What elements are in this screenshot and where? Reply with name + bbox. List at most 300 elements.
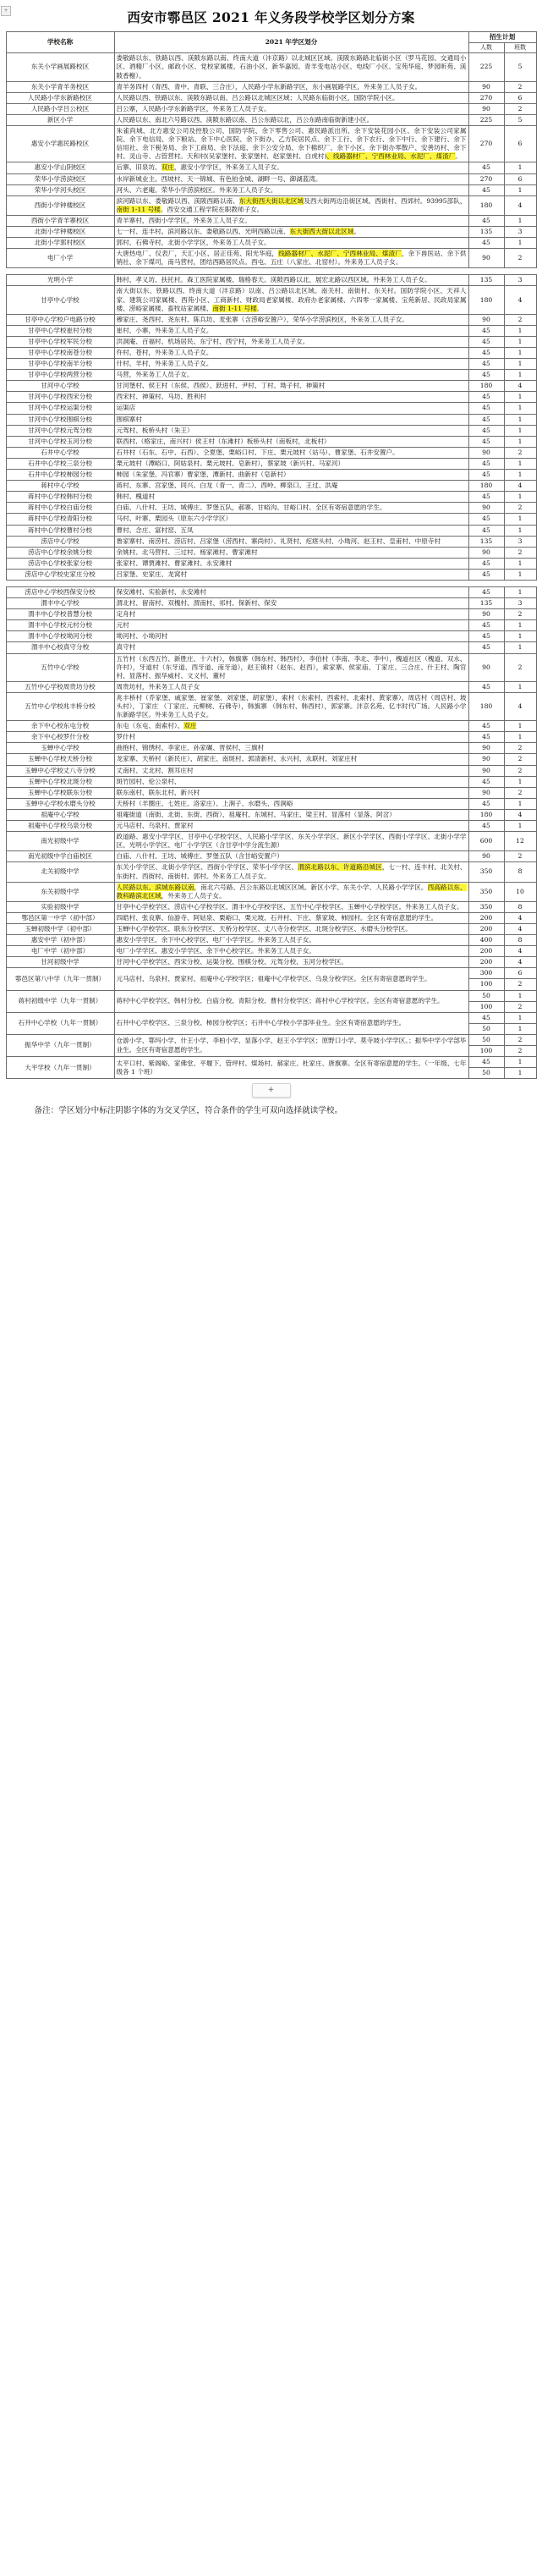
- table-row: [6, 968, 536, 979]
- zone-description-cell: 人民路以东、滨城东路以南，南北六号路、吕公东路以北城区区域。新区小学、东关小学、人民路小学学区。西高路以东、教科路滨北区域，外来务工人员子女。: [114, 882, 468, 901]
- school-name-cell: 惠安小学惠民路校区: [6, 126, 114, 162]
- people-count-cell: 270: [468, 126, 504, 162]
- table-row: [6, 851, 536, 862]
- zone-description-cell: 韩村、孝义坊、扶托村。森工医院家属楼、瑞格春天。渼陂西路以北、展宏北路以西区域。外来务工人员子女。: [114, 275, 468, 286]
- school-name-cell: 甘亭中心学校崔村分校: [6, 325, 114, 336]
- school-name-cell: 蒋村中心学校曹村分校: [6, 525, 114, 536]
- people-count-cell: 100: [468, 1046, 504, 1057]
- class-count-cell: 4: [504, 923, 536, 934]
- zone-description-cell: 娄敬路以东、铁路以西、渼陂东路以南、终南大道（沣京路）以北城区区域。渼陂东路路北临街小区（罗马花园、交通局小区、酒精厂小区、邮政小区、党校家属楼、石油小区、新华嘉园、青羊变电站小区、电线厂小区、宝苑华庭、梦园昕苑、渼陂香榭）。: [114, 53, 468, 81]
- people-count-cell: 200: [468, 957, 504, 968]
- table-row: [6, 609, 536, 620]
- school-name-cell: 蒋村中心学校韩村分校: [6, 492, 114, 503]
- zone-description-cell: 保安滩村、实验新村、永安滩村: [114, 586, 468, 597]
- table-row: [6, 249, 536, 268]
- header-enrollment-plan: 招生计划: [468, 32, 536, 43]
- zone-description-cell: 郭村、石佛寺村，北街小学学区，外来务工人员子女。: [114, 238, 468, 249]
- class-count-cell: 1: [504, 569, 536, 580]
- people-count-cell: 45: [468, 569, 504, 580]
- people-count-cell: 225: [468, 114, 504, 125]
- people-count-cell: 45: [468, 620, 504, 631]
- table-row: [6, 732, 536, 743]
- table-row: [6, 392, 536, 403]
- table-row: [6, 425, 536, 436]
- people-count-cell: 45: [468, 392, 504, 403]
- table-row: [6, 359, 536, 370]
- school-name-cell: 北街小学钟楼校区: [6, 226, 114, 237]
- people-count-cell: 45: [468, 821, 504, 832]
- class-count-cell: 1: [504, 990, 536, 1001]
- class-count-cell: 4: [504, 957, 536, 968]
- people-count-cell: 100: [468, 1001, 504, 1012]
- school-name-cell: 蒋村中心学校: [6, 481, 114, 492]
- class-count-cell: 5: [504, 53, 536, 81]
- zone-description-cell: 围棋寨村: [114, 414, 468, 425]
- class-count-cell: 2: [504, 754, 536, 765]
- class-count-cell: 3: [504, 598, 536, 609]
- class-count-cell: 1: [504, 525, 536, 536]
- table-row: [6, 765, 536, 776]
- people-count-cell: 45: [468, 414, 504, 425]
- table-row: [6, 525, 536, 536]
- table-row: [6, 381, 536, 392]
- school-name-cell: 蒋村中心学校白庙分校: [6, 503, 114, 514]
- zone-description-cell: 崔村、小寨，外来务工人员子女。: [114, 325, 468, 336]
- school-name-cell: 玉蝉中心学校联东分校: [6, 787, 114, 798]
- class-count-cell: 2: [504, 314, 536, 325]
- class-count-cell: 1: [504, 414, 536, 425]
- table-body: [6, 53, 536, 1079]
- highlighted-zone-text: 南街 1-11 号楼: [212, 304, 257, 312]
- table-row: [6, 923, 536, 934]
- table-row: [6, 492, 536, 503]
- highlighted-zone-text: 双庄: [161, 163, 174, 172]
- class-count-cell: 1: [504, 336, 536, 347]
- people-count-cell: 90: [468, 103, 504, 114]
- zone-description-cell: 五竹村（东西五竹、新胜庄、十六村），韩旗寨（韩东村、韩西村），李伯村（李南、李北、李中），槐道社区（槐道、双永、许村），牙道村（东牙道、西牙道、南牙道），赵王镇村（赵东、赵西），索家寨、侯家庙、丁家庄、三合庄、什王村、陶官村、显落村、振华威村、文义村、董村: [114, 653, 468, 681]
- zone-description-cell: 政道路、惠安小学学区、甘亭中心学校学区、人民路小学学区、东关小学学区、新区小学学区、西街小学学区、北街小学学区、光明小学学区、电厂小学学区（含甘亭中学分流生源）: [114, 832, 468, 851]
- school-name-cell: 实验初级中学: [6, 901, 114, 912]
- zone-description-cell: 祖庵街道（南街、北街、东街、西街）、祖庵村、东城村、马家庄、梁王村、显落村（显落、阿岔）: [114, 809, 468, 820]
- class-count-cell: 1: [504, 458, 536, 469]
- header-people-count: 人数: [468, 43, 504, 53]
- zone-description-cell: 联西村,（格家庄，南兴村）侯王村（东滩村）板桥头村（南板村，北板村）: [114, 436, 468, 447]
- class-count-cell: 1: [504, 821, 536, 832]
- page-gap-row: [6, 268, 536, 275]
- people-count-cell: 50: [468, 1034, 504, 1045]
- people-count-cell: 90: [468, 851, 504, 862]
- table-row: [6, 336, 536, 347]
- zone-description-cell: 玉蝉中心学校学区、联东分校学区、天桥分校学区、丈八寺分校学区、北斑分校学区、水磨头分校学区。: [114, 923, 468, 934]
- class-count-cell: 2: [504, 1034, 536, 1045]
- class-count-cell: 1: [504, 586, 536, 597]
- people-count-cell: 180: [468, 381, 504, 392]
- table-row: [6, 92, 536, 103]
- zone-description-cell: 天桥村（羊圈庄、七姓庄、洛家庄）、上涧子、水磨头、西涧峪: [114, 798, 468, 809]
- class-count-cell: 1: [504, 215, 536, 226]
- school-name-cell: 东关小学青羊务校区: [6, 81, 114, 92]
- school-name-cell: 渭丰中心学校坳河分校: [6, 631, 114, 642]
- school-name-cell: 甘亭中心学校户电路分校: [6, 314, 114, 325]
- zone-description-cell: 龙家寨、天桥村（新民庄）、胡家庄、南斑村、郭清新村、永兴村、永联村、刘家庄村: [114, 754, 468, 765]
- zone-description-cell: 朱雀尚城、北方惠安公司及控股公司、国防学院、余下零售公司、惠民路派出所、余下安装花园小区、余下安装公司家属院、余下电信局、余下粮站、余下中心医院、余下街办、乙方院居民点、余下工行、余下农行、余下中行、余下建行、余下信用社、余下税务局、余下工商局、余下法庭、余下公安分局、余下棉织厂、余下小区、余下街办零散户、安善坊村、余下村、灵山寺、占管营村。天和村(吴家堡村、张家堡村、赵家堡村、白虎村)、线路器材厂、宁西林业局、水泥厂、煤渣厂。: [114, 126, 468, 162]
- class-count-cell: 6: [504, 92, 536, 103]
- people-count-cell: 50: [468, 990, 504, 1001]
- table-row: [6, 787, 536, 798]
- class-count-cell: 1: [504, 1012, 536, 1023]
- zone-description-cell: 甘河堡村、侯王村（东侯、西侯）、跃进村、尹村、丁村、坳子村、神策村: [114, 381, 468, 392]
- class-count-cell: 1: [504, 370, 536, 381]
- school-name-cell: 甘河中心学校西宋分校: [6, 392, 114, 403]
- highlighted-zone-text: 南街 1-11 号楼: [116, 205, 161, 213]
- school-name-cell: 惠安中学（初中部）: [6, 935, 114, 946]
- school-name-cell: 五竹中心学校兆丰桥分校: [6, 692, 114, 720]
- zone-description-cell: 韩村、槐道村: [114, 492, 468, 503]
- zone-description-cell: 南大街以东、铁路以西、终南大道（沣京路）以南、吕公路以北区域。南关村、南街村、东关村。国防学院小区、天祥人家、建筑公司家属楼、西苑小区、工商新村、财政局老家属楼、政府办老家属楼、六四零一家属楼、宝苑新居、民政局家属楼、涝峪家属楼、畜牧站家属楼、南街 1-11 号楼。: [114, 286, 468, 314]
- zone-description-cell: 水岸新城业主。西坡村、天一锦城、有色铂金城、湖畔一号、御湖蓝湾。: [114, 173, 468, 184]
- people-count-cell: 45: [468, 184, 504, 195]
- school-name-cell: 五竹中心学校周贵坊分校: [6, 681, 114, 692]
- zone-description-cell: 联东南村、联东北村、新兴村: [114, 787, 468, 798]
- school-name-cell: 石井中心学校三泉分校: [6, 458, 114, 469]
- table-row: [6, 536, 536, 547]
- class-count-cell: 1: [504, 776, 536, 787]
- class-count-cell: 2: [504, 851, 536, 862]
- class-count-cell: 2: [504, 81, 536, 92]
- class-count-cell: 8: [504, 862, 536, 882]
- table-row: [6, 832, 536, 851]
- people-count-cell: 90: [468, 787, 504, 798]
- class-count-cell: 4: [504, 195, 536, 215]
- class-count-cell: 2: [504, 743, 536, 754]
- zone-description-cell: 七一村、连丰村。滨河路以东、娄敬路以西、光明西路以南、东大街西大街以北区域。: [114, 226, 468, 237]
- highlighted-zone-text: 双庄: [183, 722, 197, 730]
- people-count-cell: 90: [468, 754, 504, 765]
- school-name-cell: 涝店中心学校: [6, 536, 114, 547]
- table-header: [6, 32, 536, 53]
- class-count-cell: 1: [504, 514, 536, 525]
- highlighted-zone-text: 渭滨北路以东、许道路沿城区: [298, 863, 382, 872]
- school-name-cell: 蒋村中心学校青阳分校: [6, 514, 114, 525]
- class-count-cell: 3: [504, 275, 536, 286]
- school-name-cell: 甘河初级中学: [6, 957, 114, 968]
- class-count-cell: 4: [504, 692, 536, 720]
- school-name-cell: 甘亭中心学校: [6, 286, 114, 314]
- people-count-cell: 90: [468, 249, 504, 268]
- zone-description-cell: 河头、六老庵。荣华小学涝滨校区。外来务工人员子女。: [114, 184, 468, 195]
- zone-description-cell: 余姚村、北马营村、三过村、杨家滩村、曹家滩村: [114, 547, 468, 558]
- class-count-cell: 1: [504, 558, 536, 569]
- table-row: [6, 403, 536, 414]
- zone-description-cell: 仓游小学、鄠玛小学、什王小学、李柏小学、显落小学、赵王小学学区；原野口小学、莫寺坡小学学区。；振华中学小学部毕业生。全区有寄宿意愿的学生。: [114, 1034, 468, 1056]
- table-row: [6, 215, 536, 226]
- table-row: [6, 470, 536, 481]
- people-count-cell: 135: [468, 226, 504, 237]
- school-name-cell: 鄂邑区第一中学（初中部）: [6, 912, 114, 923]
- school-name-cell: 西街小学青羊寨校区: [6, 215, 114, 226]
- class-count-cell: 2: [504, 765, 536, 776]
- zone-description-cell: 青羊寨村，西街小学学区，外来务工人员子女。: [114, 215, 468, 226]
- footer-note: 备注：学区划分中标注阴影字体的为交叉学区，符合条件的学生可双向选择就读学校。: [34, 1106, 343, 1116]
- zone-description-cell: 青羊务四村（青西、青中、青联、三合庄），人民路小学东新路学区，东小画展路学区，外来务工人员子女。: [114, 81, 468, 92]
- table-row: [6, 195, 536, 215]
- class-count-cell: 4: [504, 481, 536, 492]
- school-name-cell: 振华中学（九年一贯制）: [6, 1034, 114, 1056]
- school-name-cell: 石井中心学校: [6, 447, 114, 458]
- zone-description-cell: 穆家庄、尧西村、尧东村、陈兵坊、麦张寨（含涝峪安置户），荣华小学涝滨校区，外来务工人员子女。: [114, 314, 468, 325]
- class-count-cell: 1: [504, 721, 536, 732]
- class-count-cell: 1: [504, 184, 536, 195]
- people-count-cell: 45: [468, 336, 504, 347]
- zone-description-cell: 后寨、旧泉坊、双庄，惠安小学学区，外来务工人员子女。: [114, 162, 468, 173]
- school-name-cell: 余下中心校罗什分校: [6, 732, 114, 743]
- table-row: [6, 681, 536, 692]
- zone-description-cell: 鲁家寨村、南涝村、涝店村、吕家堡（涝西村、寨尚村）、礼贤村、疙瘩头村、小坳河、赵王村、皇甫村、中原寺村: [114, 536, 468, 547]
- school-name-cell: 玉蝉中心学校水磨头分校: [6, 798, 114, 809]
- people-count-cell: 45: [468, 732, 504, 743]
- zone-description-cell: 柿园（朱家堡、冯官寨）曹家堡、潭新村、曲新村（皂新村）: [114, 470, 468, 481]
- zone-description-cell: 周贵坊村，外来务工人员子女: [114, 681, 468, 692]
- class-count-cell: 2: [504, 1046, 536, 1057]
- people-count-cell: 45: [468, 215, 504, 226]
- school-name-cell: 电厂中学（初中部）: [6, 946, 114, 957]
- zone-description-cell: 人民路以东、南北六号路以西、渼陂东路以南、吕公东路以北，吕公东路南临街新建小区。: [114, 114, 468, 125]
- people-count-cell: 135: [468, 275, 504, 286]
- table-row: [6, 503, 536, 514]
- class-count-cell: 1: [504, 238, 536, 249]
- class-count-cell: 10: [504, 882, 536, 901]
- class-count-cell: 1: [504, 348, 536, 359]
- school-name-cell: 荣华小学涝滨校区: [6, 173, 114, 184]
- school-name-cell: 石井中心学校柿园分校: [6, 470, 114, 481]
- corner-handle-icon: +: [1, 6, 11, 16]
- school-name-cell: 渭丰中心校真守分校: [6, 642, 114, 653]
- people-count-cell: 45: [468, 470, 504, 481]
- people-count-cell: 45: [468, 514, 504, 525]
- zone-description-cell: 渭北村、留南村、双槐村、渭南村、祁村、保新村、保安: [114, 598, 468, 609]
- class-count-cell: 1: [504, 1023, 536, 1034]
- people-count-cell: 180: [468, 692, 504, 720]
- class-count-cell: 2: [504, 1001, 536, 1012]
- class-count-cell: 1: [504, 436, 536, 447]
- table-row: [6, 81, 536, 92]
- school-name-cell: 涝店中心学校张家分校: [6, 558, 114, 569]
- people-count-cell: 180: [468, 481, 504, 492]
- school-name-cell: 余下中心校东屯分校: [6, 721, 114, 732]
- people-count-cell: 350: [468, 901, 504, 912]
- class-count-cell: 1: [504, 681, 536, 692]
- school-name-cell: 北关初级中学: [6, 862, 114, 882]
- table-row: [6, 620, 536, 631]
- people-count-cell: 45: [468, 492, 504, 503]
- zone-description-cell: 张家村、谭贾滩村、曹家滩村、永安滩村: [114, 558, 468, 569]
- people-count-cell: 600: [468, 832, 504, 851]
- table-row: [6, 569, 536, 580]
- people-count-cell: 200: [468, 946, 504, 957]
- zone-description-cell: 白庙、八什村、王坊、城傅庄、罗堡五队，郝寨、甘峪沟、甘峪口村。全区有寄宿意愿的学生。: [114, 503, 468, 514]
- people-count-cell: 45: [468, 403, 504, 414]
- school-name-cell: 甘河中心学校: [6, 381, 114, 392]
- school-name-cell: 甘亭中心学校南羊分校: [6, 359, 114, 370]
- class-count-cell: 2: [504, 503, 536, 514]
- school-name-cell: 甘河中心学校玉河分校: [6, 436, 114, 447]
- people-count-cell: 90: [468, 609, 504, 620]
- class-count-cell: 1: [504, 631, 536, 642]
- class-count-cell: 2: [504, 979, 536, 990]
- people-count-cell: 45: [468, 370, 504, 381]
- page-title: 西安市鄠邑区 2021 年义务段学校学区划分方案: [127, 9, 415, 25]
- table-row: [6, 798, 536, 809]
- zone-description-cell: 真守村: [114, 642, 468, 653]
- class-count-cell: 1: [504, 1057, 536, 1068]
- people-count-cell: 300: [468, 968, 504, 979]
- zone-description-cell: 白庙、八什村、王坊、城傅庄、罗堡五队（含甘峪安置户）: [114, 851, 468, 862]
- school-name-cell: 渭丰中心学校普慧分校: [6, 609, 114, 620]
- add-row-button[interactable]: +: [252, 1083, 291, 1098]
- school-name-cell: 东关小学画展路校区: [6, 53, 114, 81]
- highlighted-zone-text: 、线路器材厂、宁西林业局、水泥厂、煤渣厂: [326, 152, 456, 161]
- zone-description-cell: 曹村、念庄、富村窑、五凤: [114, 525, 468, 536]
- table-row: [6, 348, 536, 359]
- class-count-cell: 1: [504, 425, 536, 436]
- table-row: [6, 631, 536, 642]
- school-name-cell: 人民路小学东新路校区: [6, 92, 114, 103]
- zone-description-cell: 蒋村中心学校学区、韩村分校、白庙分校、青阳分校、曹村分校学区；蒋村中心学校学区。全区有寄宿意愿的学生。: [114, 990, 468, 1012]
- class-count-cell: 6: [504, 126, 536, 162]
- people-count-cell: 135: [468, 536, 504, 547]
- class-count-cell: 1: [504, 403, 536, 414]
- school-name-cell: 玉蝉初级中学（初中部）: [6, 923, 114, 934]
- class-count-cell: 1: [504, 492, 536, 503]
- school-name-cell: 祖庵中心学校乌泉分校: [6, 821, 114, 832]
- people-count-cell: 50: [468, 1023, 504, 1034]
- class-count-cell: 4: [504, 912, 536, 923]
- highlighted-zone-text: 人民路以东、滨城东路以南: [116, 883, 194, 891]
- zone-description-cell: 洪洞庵、百福村、机场居民、东宁村、西宁村，外来务工人员子女。: [114, 336, 468, 347]
- people-count-cell: 90: [468, 314, 504, 325]
- people-count-cell: 200: [468, 923, 504, 934]
- class-count-cell: 2: [504, 653, 536, 681]
- table-row: [6, 286, 536, 314]
- class-count-cell: 2: [504, 609, 536, 620]
- class-count-cell: 6: [504, 968, 536, 979]
- class-count-cell: 1: [504, 1068, 536, 1079]
- people-count-cell: 350: [468, 862, 504, 882]
- zone-description-cell: 栗元坡村（潭峪口、阿姑泉村、栗元坡村、皂新村），蔡家坡（新兴村、马家河）: [114, 458, 468, 469]
- people-count-cell: 180: [468, 809, 504, 820]
- zone-description-cell: 元马店村、乌泉村、贾家村、祖庵中心学校学区；祖庵中心学校学区、乌泉分校学区。全区有寄宿意愿的学生。: [114, 968, 468, 990]
- highlighted-zone-text: 西高路以东、教科路滨北区域: [116, 883, 467, 900]
- zone-description-cell: 人民路以西、铁路以东、渼陂东路以南、吕公路以北城区区域；人民路东临街小区，国防学院小区。: [114, 92, 468, 103]
- zone-description-cell: 马营，外来务工人员子女。: [114, 370, 468, 381]
- class-count-cell: 1: [504, 392, 536, 403]
- table-row: [6, 957, 536, 968]
- people-count-cell: 200: [468, 912, 504, 923]
- people-count-cell: 45: [468, 642, 504, 653]
- table-row: [6, 325, 536, 336]
- table-row: [6, 882, 536, 901]
- zone-description-cell: 兆丰桥村（乔家堡、戚家堡、崔家堡、刘家堡、胡家堡），索村（东索村、西索村、北索村、黄家寨），周店村（周店村、坡头村），丁家庄 （丁家庄、元柳树、石佛寺），韩旗寨 （韩东村、韩西村），郭家寨。沣京名苑、亿丰时代广场。人民路小学东新路学区。外来务工人员子女。: [114, 692, 468, 720]
- school-name-cell: 电厂小学: [6, 249, 114, 268]
- school-name-cell: 鄠邑区第八中学（九年一贯制）: [6, 968, 114, 990]
- zone-description-cell: 元驾村、板桥头村（朱王）: [114, 425, 468, 436]
- header-school-name: 学校名称: [6, 32, 114, 53]
- people-count-cell: 45: [468, 325, 504, 336]
- table-row: [6, 414, 536, 425]
- zone-description-cell: 仵村、苍村，外来务工人员子女。: [114, 348, 468, 359]
- class-count-cell: 3: [504, 536, 536, 547]
- table-row: [6, 809, 536, 820]
- school-name-cell: 玉蝉中心学校天桥分校: [6, 754, 114, 765]
- class-count-cell: 4: [504, 809, 536, 820]
- school-name-cell: 东关初级中学: [6, 882, 114, 901]
- table-row: [6, 481, 536, 492]
- people-count-cell: 45: [468, 798, 504, 809]
- class-count-cell: 5: [504, 114, 536, 125]
- school-name-cell: 人民路小学吕公校区: [6, 103, 114, 114]
- people-count-cell: 45: [468, 359, 504, 370]
- zone-description-cell: 甘河中心学校学区、西宋分校、运渠分校、围棋分校、元驾分校、玉河分校学区。: [114, 957, 468, 968]
- zone-description-cell: 元马店村、乌泉村、贾家村: [114, 821, 468, 832]
- table-row: [6, 173, 536, 184]
- school-name-cell: 甘河中心学校运渠分校: [6, 403, 114, 414]
- school-name-cell: 新区小学: [6, 114, 114, 125]
- zone-description-cell: 定舟村: [114, 609, 468, 620]
- table-row: [6, 162, 536, 173]
- zone-description-cell: 马村、叶寨、栗园头（原东六小学学区）: [114, 514, 468, 525]
- table-row: [6, 1012, 536, 1023]
- zone-description-cell: 运渠店: [114, 403, 468, 414]
- school-name-cell: 渭丰中心学校元村分校: [6, 620, 114, 631]
- table-row: [6, 935, 536, 946]
- table-row: [6, 447, 536, 458]
- school-name-cell: 玉蝉中心学校丈八寺分校: [6, 765, 114, 776]
- class-count-cell: 3: [504, 226, 536, 237]
- highlighted-zone-text: 线路器材厂、水泥厂、宁西林业局、煤渣厂: [278, 250, 402, 258]
- highlighted-zone-text: 东大街西大街以北区域: [289, 227, 354, 235]
- zone-description-cell: 四皓村、张良寨、仙游寺、阿姑泉、栗峪口、栗元坡、石井村、下庄、蔡家坡、柿园村。全区有寄宿意愿的学生。: [114, 912, 468, 923]
- class-count-cell: 8: [504, 901, 536, 912]
- class-count-cell: 1: [504, 162, 536, 173]
- class-count-cell: 1: [504, 798, 536, 809]
- people-count-cell: 90: [468, 447, 504, 458]
- highlighted-zone-text: 东大街西大街以北区域: [238, 196, 304, 205]
- table-row: [6, 238, 536, 249]
- school-name-cell: 甘河中心学校围棋分校: [6, 414, 114, 425]
- table-row: [6, 314, 536, 325]
- people-count-cell: 90: [468, 653, 504, 681]
- table-row: [6, 586, 536, 597]
- zone-description-cell: 元村: [114, 620, 468, 631]
- class-count-cell: 1: [504, 642, 536, 653]
- zone-description-cell: 吕公寨，人民路小学东新路学区，外来务工人员子女。: [114, 103, 468, 114]
- people-count-cell: 225: [468, 53, 504, 81]
- table-row: [6, 653, 536, 681]
- class-count-cell: 2: [504, 547, 536, 558]
- zone-description-cell: 斑竹园村、伦公泉村、: [114, 776, 468, 787]
- school-name-cell: 甘亭中心学校南苍分校: [6, 348, 114, 359]
- table-row: [6, 754, 536, 765]
- people-count-cell: 45: [468, 586, 504, 597]
- class-count-cell: 1: [504, 620, 536, 631]
- school-name-cell: 惠安小学山阴校区: [6, 162, 114, 173]
- table-row: [6, 558, 536, 569]
- school-name-cell: 渭丰中心学校: [6, 598, 114, 609]
- people-count-cell: 100: [468, 979, 504, 990]
- zone-description-cell: 石井村（石东、石中、石西）、仝夏堡、栗峪口村、下庄、栗元坡村（站马）、曹家堡、石井安置户。: [114, 447, 468, 458]
- zone-description-cell: 西宋村、神策村、马坊、胜利村: [114, 392, 468, 403]
- school-name-cell: 大平学校（九年一贯制）: [6, 1057, 114, 1079]
